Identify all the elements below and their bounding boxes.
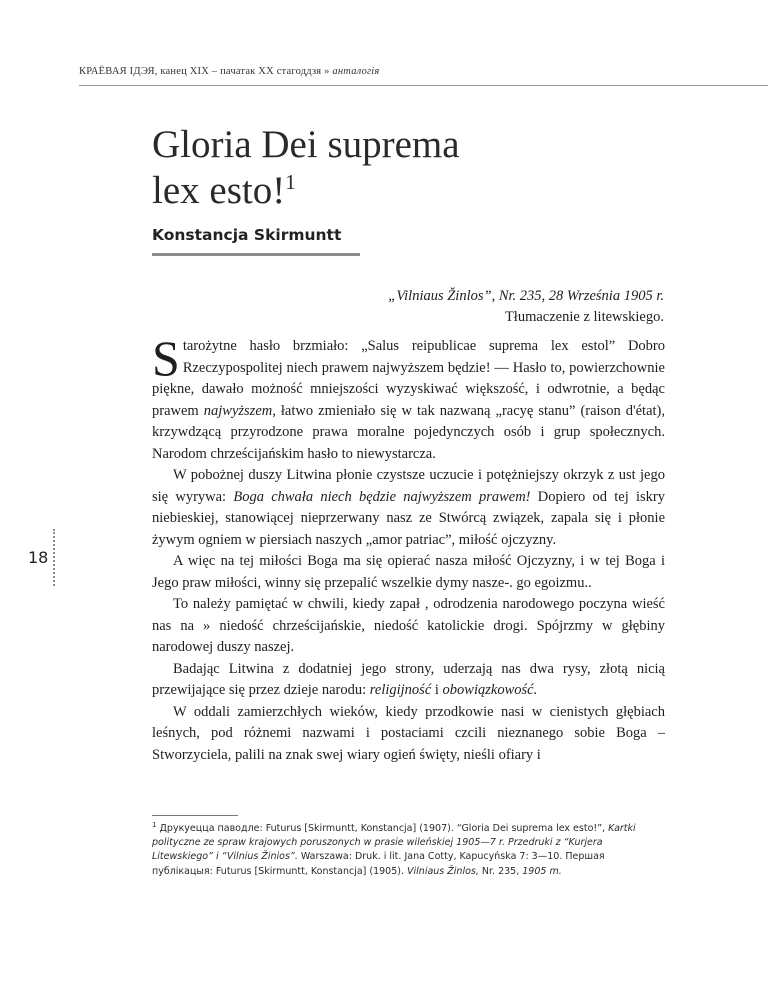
paragraph-2-text: W pobożnej duszy Litwina płonie czystsze uczucie i potężniejszy okrzyk z ust jego się wyrywa: — [152, 467, 665, 505]
header-rule — [79, 85, 768, 86]
article-body — [152, 330, 666, 766]
paragraph-1-text-end: łatwo zmieniało się w tak nazwaną „racyę stanu” (raison d'état), krzywdzącą przyrodzone prawa moralne pojedynczych osób i grup społecznych. Narodom chrześcijańskim hasło to niewystarcza. — [152, 402, 665, 462]
source-line-1: „Vilniaus Žinlos”, Nr. 235, 28 Września 1905 r. — [388, 288, 664, 304]
footnote-marker: 1 — [152, 820, 157, 829]
running-header-title: КРАЁВАЯ ІДЭЯ, канец XIX – пачатак XX стагоддзя » — [79, 66, 330, 77]
paragraph-3: A więc na tej miłości Boga ma się opierać nasza miłość Ojczyzny, i w tej Boga i Jego praw miłości, winny się przepalić wszelkie dymy nasze-. go egoizmu.. — [152, 553, 665, 591]
title-line-1: Gloria Dei suprema — [152, 123, 460, 166]
paragraph-1 — [152, 330, 665, 465]
source-line-2: Tłumaczenie z litewskiego. — [504, 309, 664, 325]
paragraph-5-text: Badając Litwina z dodatniej jego strony, uderzają nas dwa rysy, złotą nicią przewijające się przez dzieje narodu: — [152, 660, 665, 698]
footnote-text-2: Kartki polityczne ze spraw krajowych poruszonych w prasie wileńskiej 1905—7 r. Przedruki z “Kurjera Litewskiego” i “Vilnius Žinios”. — [152, 823, 636, 863]
drop-cap: S — [152, 330, 180, 386]
title-line-2: lex esto! — [152, 169, 286, 212]
running-header — [79, 66, 380, 77]
source-citation — [388, 286, 664, 328]
footnote-text-6: 1905 m. — [522, 865, 562, 877]
paragraph-5-emphasis-1: religijność — [369, 682, 432, 698]
footnote-text-1: Друкуецца паводле: Futurus [Skirmuntt, Konstancja] (1907). “Gloria Dei suprema lex esto!”, — [159, 823, 606, 834]
footnote — [152, 822, 662, 879]
paragraph-5-emphasis-2: obowiązkowość. — [442, 682, 538, 698]
article-title — [152, 122, 460, 214]
footnote-text-5: Nr. 235, — [478, 865, 523, 877]
paragraph-5 — [152, 659, 665, 702]
author-name: Konstancja Skirmuntt — [152, 226, 342, 244]
paragraph-2-emphasis: Boga chwała niech będzie najwyższem prawem! — [233, 488, 531, 505]
paragraph-4: To należy pamiętać w chwili, kiedy zapał , odrodzenia narodowego poczyna wieść nas na » niedość chrześcijańskie, niedość katolickie drogi. Spójrzmy w głębiny narodowej duszy naszej. — [152, 596, 665, 655]
paragraph-6: W oddali zamierzchłych wieków, kiedy przodkowie nasi w cienistych głębiach leśnych, pod różnemi nazwami i postaciami czcili nieznanego sobie Boga – Stworzyciela, palili na znak swej wiary ogień święty, nieśli ofiary i — [152, 703, 665, 763]
page-number: 18 — [28, 548, 49, 567]
footnote-text-3: Warszawa: Druk. i lit. Jana Cotty, Kapucyńska 7: 3—10. Першая публікацыя: Futurus [Skirmuntt, Konstancja] (1905). — [152, 851, 605, 877]
page-number-dots — [53, 529, 55, 586]
paragraph-1-text: tarożytne hasło brzmiało: „Salus reipublicae suprema lex estol” Dobro Rzeczypospolitej niech prawem najwyższem będzie! — Hasło to, powierzchownie piękne, dawało możność mniejszości wyzyskiwać większość, i odwrotnie, a będąc prawem — [152, 338, 665, 419]
paragraph-1-emphasis: najwyższem, — [203, 402, 276, 419]
running-header-section: анталогія — [332, 66, 380, 77]
footnote-text-4: Vilniaus Žinlos, — [407, 865, 479, 877]
author-rule — [152, 253, 360, 256]
paragraph-2 — [152, 465, 665, 551]
paragraph-5-conjunction: i — [431, 682, 443, 698]
title-footnote-marker[interactable]: 1 — [285, 170, 296, 194]
paragraph-2-text-end: Dopiero od tej iskry niebieskiej, stanowiącej nieprzerwany nasz ze Stwórcą związek, zapala się i płonie żywym ogniem w piersiach naszych „amor patriac”, miłość ojczyzny. — [152, 488, 666, 548]
footnote-rule — [152, 815, 238, 816]
